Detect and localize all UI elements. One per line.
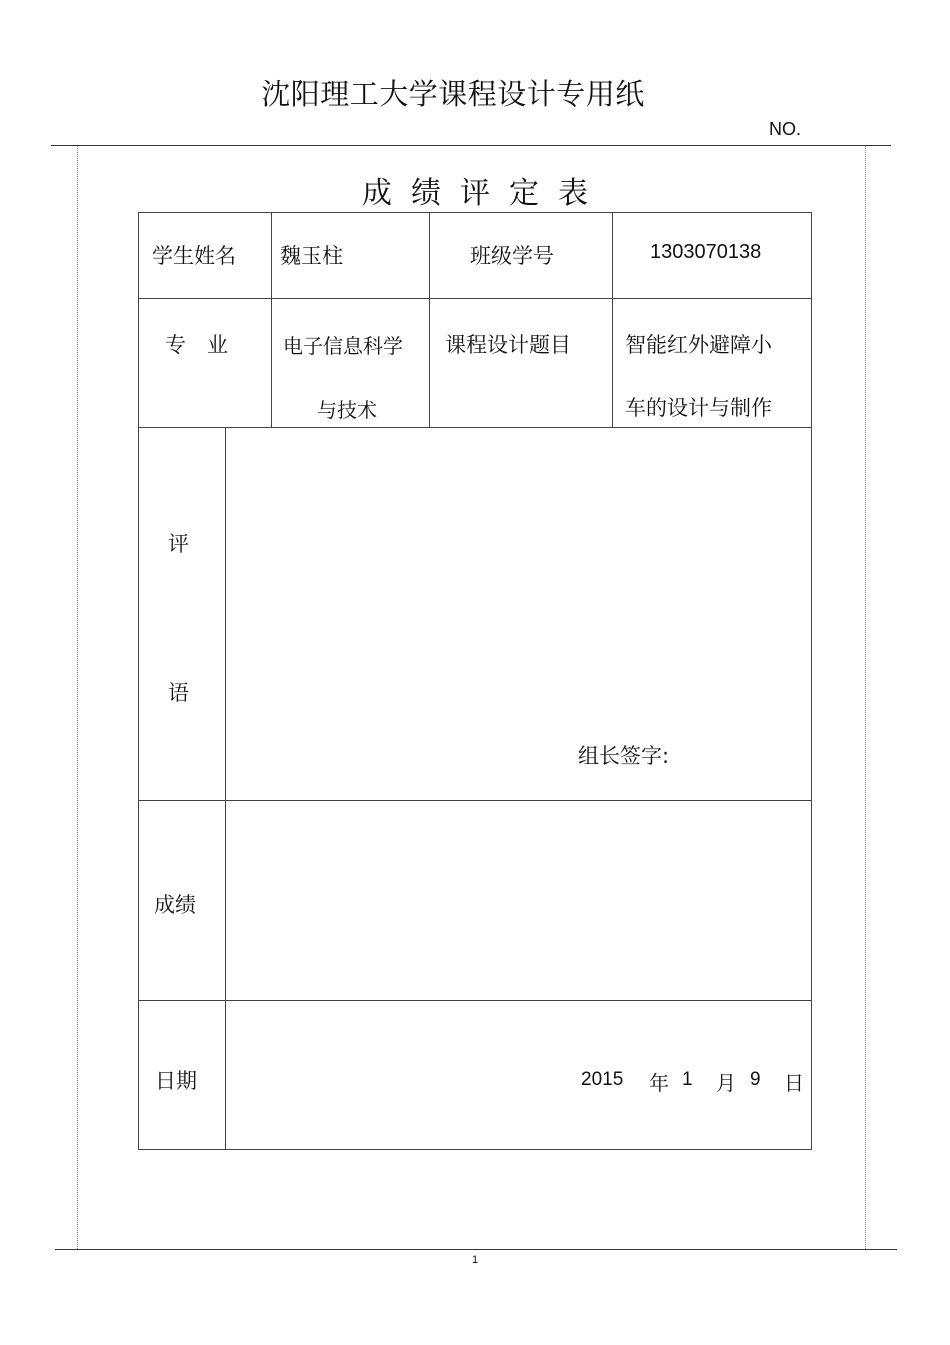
date-month: 1 bbox=[682, 1069, 693, 1090]
page-header-title: 沈阳理工大学课程设计专用纸 bbox=[261, 77, 645, 111]
table-row-divider bbox=[138, 298, 812, 299]
comment-label-char2: 语 bbox=[168, 681, 189, 705]
student-name-value: 魏玉柱 bbox=[280, 244, 343, 268]
table-border-left bbox=[138, 212, 139, 1150]
date-label: 日期 bbox=[155, 1069, 197, 1093]
student-name-label: 学生姓名 bbox=[152, 244, 236, 268]
table-border-top bbox=[138, 212, 812, 213]
date-day-unit: 日 bbox=[784, 1071, 804, 1095]
table-col-divider bbox=[271, 212, 272, 428]
footer-rule bbox=[55, 1249, 897, 1250]
right-margin-line bbox=[865, 146, 866, 1249]
table-row-divider bbox=[138, 800, 812, 801]
topic-value-line1: 智能红外避障小 bbox=[625, 333, 772, 357]
class-id-value: 1303070138 bbox=[650, 241, 762, 263]
table-row-divider bbox=[138, 427, 812, 428]
table-col-divider bbox=[225, 427, 226, 1150]
grade-label: 成绩 bbox=[154, 893, 196, 917]
left-margin-line bbox=[77, 146, 78, 1249]
date-month-unit: 月 bbox=[716, 1071, 736, 1095]
date-year-unit: 年 bbox=[649, 1071, 669, 1095]
number-label: NO. bbox=[769, 119, 802, 139]
topic-value-line2: 车的设计与制作 bbox=[625, 396, 772, 420]
form-title: 成绩评定表 bbox=[362, 176, 607, 211]
table-col-divider bbox=[612, 212, 613, 428]
table-border-right bbox=[811, 212, 812, 1150]
table-border-bottom bbox=[138, 1149, 812, 1150]
major-value-line2: 与技术 bbox=[317, 398, 377, 422]
comment-label-char1: 评 bbox=[168, 532, 189, 556]
date-day: 9 bbox=[750, 1069, 761, 1090]
major-value-line1: 电子信息科学 bbox=[283, 334, 403, 358]
major-label: 专 业 bbox=[165, 333, 228, 357]
date-year: 2015 bbox=[581, 1069, 624, 1090]
table-col-divider bbox=[429, 212, 430, 428]
leader-signature-label: 组长签字: bbox=[578, 744, 670, 768]
class-id-label: 班级学号 bbox=[470, 244, 554, 268]
topic-label: 课程设计题目 bbox=[445, 333, 571, 357]
header-rule bbox=[51, 145, 891, 146]
table-row-divider bbox=[138, 1000, 812, 1001]
page-number: 1 bbox=[471, 1254, 479, 1266]
